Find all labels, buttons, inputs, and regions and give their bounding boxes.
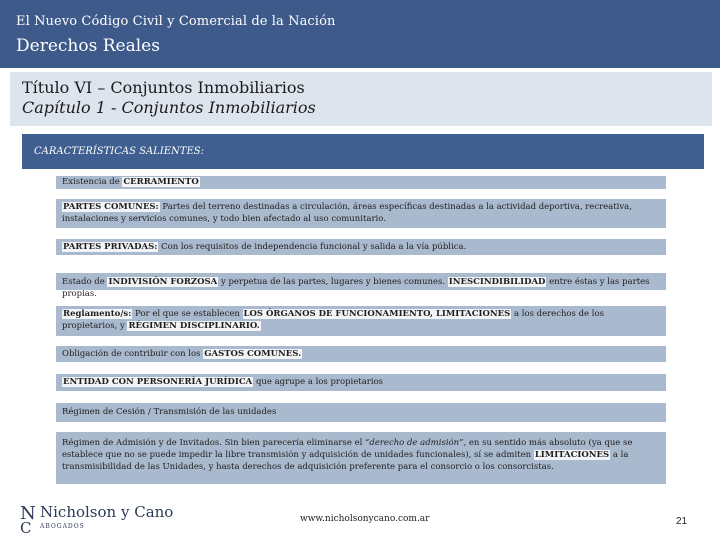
row-keyword: RÉGIMEN DISCIPLINARIO.	[128, 321, 260, 331]
row-keyword: INDIVISIÓN FORZOSA	[108, 277, 218, 287]
row-text: a los derechos de los propietarios, y	[62, 309, 604, 331]
row-keyword: INESCINDIBILIDAD	[448, 277, 546, 287]
row-keyword: LOS ÓRGANOS DE FUNCIONAMIENTO, LIMITACIONES	[243, 309, 511, 319]
title-line-2: Capítulo 1 - Conjuntos Inmobiliarios	[22, 98, 316, 117]
section-header	[22, 134, 704, 169]
row-text: Partes del terreno destinadas a circulación, áreas específicas destinadas a la actividad deportiva, recreativa, instalaciones y servicios comunes, y todo bien afectado al uso comunitario.	[62, 202, 632, 224]
header-main-title: Derechos Reales	[16, 36, 160, 56]
row-keyword: GASTOS COMUNES.	[204, 349, 302, 359]
list-item-gastos	[56, 346, 666, 362]
logo-letter-c: C	[20, 519, 32, 537]
row-keyword: PARTES PRIVADAS:	[63, 242, 158, 252]
firm-logo-subtitle: ABOGADOS	[40, 523, 85, 530]
page-number: 21	[676, 516, 688, 527]
footer-url[interactable]: www.nicholsonycano.com.ar	[300, 514, 430, 524]
row-italic-text: “derecho de admisión”,	[365, 438, 467, 448]
row-text: a la transmisibilidad de las Unidades, y hasta derechos de adquisición preferente para el consorcio o los consorcistas.	[62, 450, 629, 472]
row-keyword: ENTIDAD CON PERSONERÍA JURÍDICA	[63, 377, 253, 387]
list-item-cerramiento	[56, 176, 666, 189]
firm-logo-text: Nicholson y Cano	[40, 503, 174, 521]
row-text: Con los requisitos de independencia funcional y salida a la vía pública.	[158, 242, 467, 252]
row-text: que agrupe a los propietarios	[253, 377, 384, 387]
row-text: Régimen de Admisión y de Invitados. Sin bien parecería eliminarse el	[62, 438, 366, 448]
list-item-reglamento	[56, 306, 666, 336]
row-text: Por el que se establecen	[132, 309, 243, 319]
row-text: entre éstas y las partes propias.	[62, 277, 650, 299]
row-keyword: Reglamento/s:	[63, 309, 132, 319]
logo-letter-n: N	[20, 503, 36, 524]
section-label: CARACTERÍSTICAS SALIENTES:	[34, 146, 204, 157]
list-item-admision	[56, 432, 666, 484]
row-keyword: CERRAMIENTO	[123, 177, 199, 187]
row-text: Existencia de	[62, 177, 123, 187]
row-text: Régimen de Cesión / Transmisión de las unidades	[62, 407, 277, 417]
row-text: Estado de	[62, 277, 108, 287]
list-item-indivision	[56, 273, 666, 299]
list-item-entidad	[56, 374, 666, 391]
list-item-cesion	[56, 403, 666, 422]
list-item-partes-comunes	[56, 199, 666, 228]
title-line-1: Título VI – Conjuntos Inmobiliarios	[22, 78, 305, 97]
row-text: y perpetua de las partes, lugares y bienes comunes.	[218, 277, 448, 287]
header-top-title: El Nuevo Código Civil y Comercial de la Nación	[16, 14, 336, 29]
row-keyword: LIMITACIONES	[534, 450, 610, 460]
row-text: Obligación de contribuir con los	[62, 349, 204, 359]
row-text: en su sentido más absoluto (ya que se establece que no se puede impedir la libre transmisión y adquisición de unidades funcionales), sí se admiten	[62, 438, 633, 460]
list-item-partes-privadas	[56, 239, 666, 255]
slide-header	[0, 0, 720, 68]
row-keyword: PARTES COMUNES:	[63, 202, 159, 212]
